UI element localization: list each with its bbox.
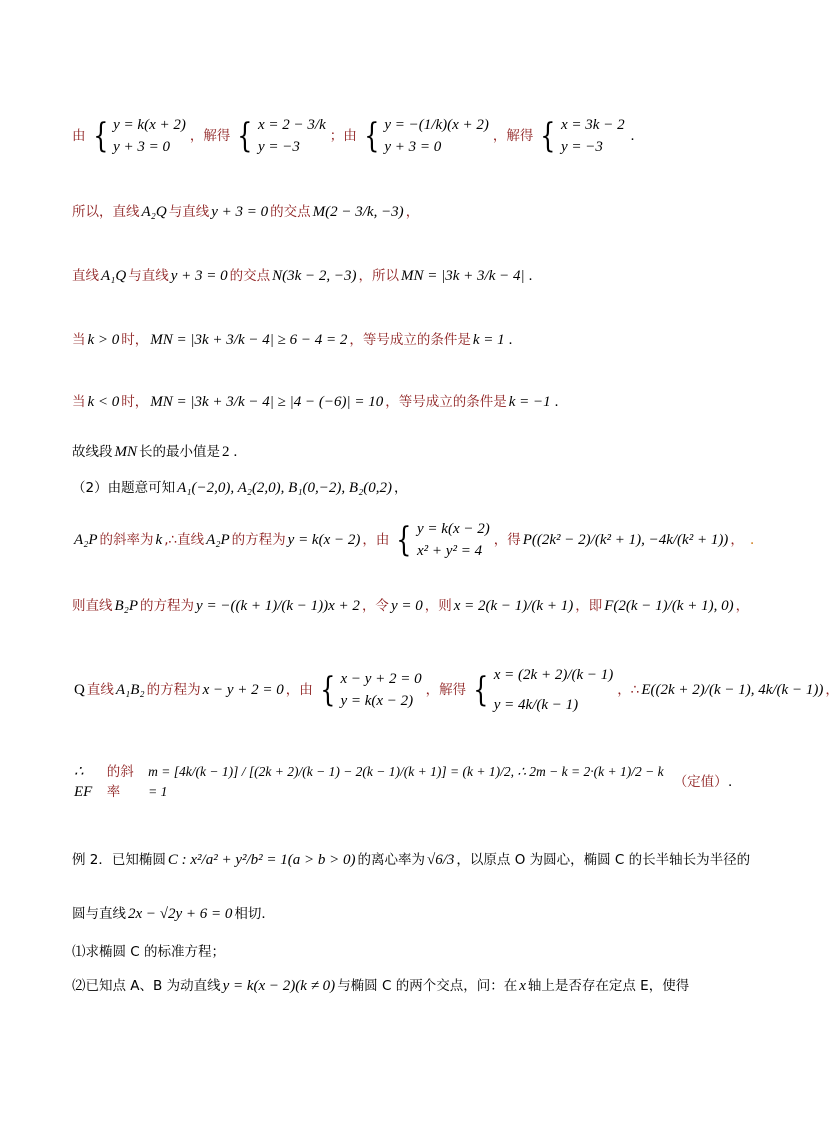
text-you: 由 — [72, 128, 86, 144]
text: ，等号成立的条件是 — [385, 394, 507, 410]
equation-system-3 — [361, 114, 489, 158]
text: ，以原点 O 为圆心，椭圆 C 的长半轴长为半径的 — [456, 852, 751, 868]
system-row: y = k(x − 2) — [417, 521, 490, 537]
system-row: x = 2 − 3/k — [258, 117, 326, 133]
text: 直线 — [72, 268, 99, 284]
text-jiede-2: ，解得 — [492, 128, 534, 144]
text: 的方程为 — [146, 682, 201, 698]
text: ， — [405, 204, 420, 220]
math-slope: m = [4k/(k − 1)] / [(2k + 2)/(k − 1) − 2(k − 1)/(k + 1)] = (k + 1)/2, ∴ 2m − k = 2·(k + 1)/2 − k = 1 — [148, 764, 664, 799]
math: MN — [114, 444, 137, 460]
text: ⑵已知点 A、B 为动直线 — [72, 978, 221, 994]
text-you-2: ；由 — [329, 128, 357, 144]
solution-line-4 — [72, 322, 734, 358]
text: ⑴求椭圆 C 的标准方程； — [72, 944, 226, 960]
text: ，解得 — [425, 682, 467, 698]
text: 故线段 — [72, 444, 113, 460]
example-2-question-2 — [72, 974, 734, 998]
system-row: x − y + 2 = 0 — [340, 671, 422, 687]
marker-dot: . — [749, 532, 755, 548]
math: Q — [74, 682, 85, 698]
text: 与椭圆 C 的两个交点，问：在 — [337, 978, 518, 994]
math: 2 — [222, 444, 230, 460]
math: k = 1 — [472, 332, 505, 348]
system-row: x = (2k + 2)/(k − 1) — [493, 667, 614, 683]
math: y = −((k + 1)/(k − 1))x + 2 — [196, 598, 360, 614]
math: x − y + 2 = 0 — [202, 682, 284, 698]
solution-line-2 — [72, 194, 734, 230]
text: ，所以 — [358, 268, 400, 284]
text: 的斜率 — [106, 764, 134, 800]
text: 长的最小值是 — [139, 444, 220, 460]
text: ，令 — [361, 598, 389, 614]
math: A₁B₂ — [115, 682, 145, 698]
text: 时， — [121, 394, 149, 410]
system-row: y + 3 = 0 — [113, 139, 171, 155]
text: 的交点 — [270, 204, 311, 220]
solution-line-9 — [72, 584, 750, 628]
math: A₁Q — [101, 268, 127, 284]
period: . — [233, 444, 238, 460]
system-row: x² + y² = 4 — [417, 543, 483, 559]
text: 例 2．已知椭圆 — [72, 852, 166, 868]
math: x — [519, 978, 526, 994]
equation-system-1 — [90, 114, 186, 158]
text: ，即 — [575, 598, 603, 614]
solution-line-5 — [72, 384, 734, 420]
text: （2）由题意可知 — [72, 480, 176, 496]
equation-system-4 — [537, 114, 624, 158]
math: A₂P — [206, 532, 230, 548]
period: . — [728, 774, 732, 790]
math: MN = |3k + 3/k − 4| ≥ 6 − 4 = 2 — [150, 332, 348, 348]
period: . — [508, 332, 513, 348]
text: 圆与直线 — [72, 906, 126, 922]
text-jiede: ，解得 — [189, 128, 231, 144]
text: 与直线 — [168, 204, 210, 220]
system-row: y = −3 — [258, 139, 300, 155]
period: . — [528, 268, 533, 284]
system-row: y = 4k/(k − 1) — [493, 697, 579, 713]
text: 的斜率为 — [99, 532, 154, 548]
text: 的交点 — [229, 268, 271, 284]
example-2-line-1 — [72, 838, 751, 882]
system-row: x = 3k − 2 — [561, 117, 625, 133]
text: ，由 — [285, 682, 313, 698]
text: ，等号成立的条件是 — [349, 332, 471, 348]
math-point-n: N(3k − 2, −3) — [272, 268, 357, 284]
math-points: A₁(−2,0), A₂(2,0), B₁(0,−2), B₂(0,2) — [177, 480, 393, 496]
solution-line-11 — [72, 742, 734, 822]
period: . — [630, 128, 635, 144]
brace-icon: { — [363, 116, 380, 156]
math: x = 2(k − 1)/(k + 1) — [453, 598, 574, 614]
math: k = −1 — [508, 394, 551, 410]
math-point-e: E((2k + 2)/(k − 1), 4k/(k − 1)) — [641, 682, 824, 698]
math: ∴ EF — [74, 764, 93, 800]
solution-line-1 — [72, 112, 734, 160]
solution-line-8 — [72, 516, 755, 564]
equation-system — [317, 668, 422, 712]
brace-icon: { — [473, 670, 489, 710]
equation-system — [393, 518, 489, 562]
text: 时， — [121, 332, 149, 348]
text: ， — [735, 598, 750, 614]
system-row: y = −3 — [561, 139, 603, 155]
math-point-p: P((2k² − 2)/(k² + 1), −4k/(k² + 1)) — [522, 532, 729, 548]
solution-line-7 — [72, 476, 734, 500]
text: 的方程为 — [231, 532, 286, 548]
math: B₂P — [114, 598, 139, 614]
brace-icon: { — [396, 520, 412, 560]
solution-line-6 — [72, 440, 734, 464]
math: √6/3 — [427, 852, 455, 868]
math: k > 0 — [87, 332, 120, 348]
text: 直线 — [86, 682, 114, 698]
text: 轴上是否存在定点 E，使得 — [527, 978, 690, 994]
math-ellipse: C : x²/a² + y²/b² = 1(a > b > 0) — [167, 852, 356, 868]
equation-system-solution — [470, 660, 613, 720]
system-row: y + 3 = 0 — [384, 139, 442, 155]
text: 所以，直线 — [72, 204, 140, 220]
text: 相切． — [234, 906, 275, 922]
brace-icon: { — [237, 116, 253, 156]
text: ，∴ — [617, 682, 640, 698]
text: 当 — [72, 332, 86, 348]
text: 的方程为 — [140, 598, 195, 614]
text: 则直线 — [72, 598, 113, 614]
text: 当 — [72, 394, 86, 410]
text: 与直线 — [128, 268, 169, 284]
text: ， — [825, 682, 839, 698]
math: y + 3 = 0 — [211, 204, 269, 220]
math: k — [155, 532, 163, 548]
system-row: y = −(1/k)(x + 2) — [384, 117, 489, 133]
solution-line-3 — [72, 258, 734, 294]
math: MN = |3k + 3/k − 4| ≥ |4 − (−6)| = 10 — [150, 394, 384, 410]
text: （定值） — [673, 774, 728, 790]
system-row: y = k(x − 2) — [340, 693, 414, 709]
math: MN = |3k + 3/k − 4| — [401, 268, 525, 284]
math: y + 3 = 0 — [170, 268, 228, 284]
text: ，得 — [493, 532, 521, 548]
brace-icon: { — [92, 116, 108, 156]
math: 2x − √2y + 6 = 0 — [128, 906, 233, 922]
math-point-m: M(2 − 3/k, −3) — [312, 204, 404, 220]
brace-icon: { — [540, 116, 556, 156]
text: ， — [730, 532, 744, 548]
math: A₂P — [74, 532, 98, 548]
period: . — [554, 394, 559, 410]
math: y = 0 — [390, 598, 423, 614]
math: k < 0 — [87, 394, 120, 410]
text: 的离心率为 — [357, 852, 426, 868]
brace-icon: { — [320, 670, 336, 710]
math: A₂Q — [141, 204, 167, 220]
example-2-question-1 — [72, 940, 734, 964]
math-point-f: F(2(k − 1)/(k + 1), 0) — [604, 598, 734, 614]
text: ，由 — [362, 532, 390, 548]
text: ， — [394, 480, 408, 496]
solution-line-10 — [72, 650, 839, 730]
math: y = k(x − 2) — [287, 532, 361, 548]
text: ,∴直线 — [164, 532, 205, 548]
example-2-line-2 — [72, 902, 734, 926]
text: ，则 — [424, 598, 452, 614]
math: y = k(x − 2)(k ≠ 0) — [222, 978, 336, 994]
system-row: y = k(x + 2) — [113, 117, 186, 133]
equation-system-2 — [234, 114, 325, 158]
